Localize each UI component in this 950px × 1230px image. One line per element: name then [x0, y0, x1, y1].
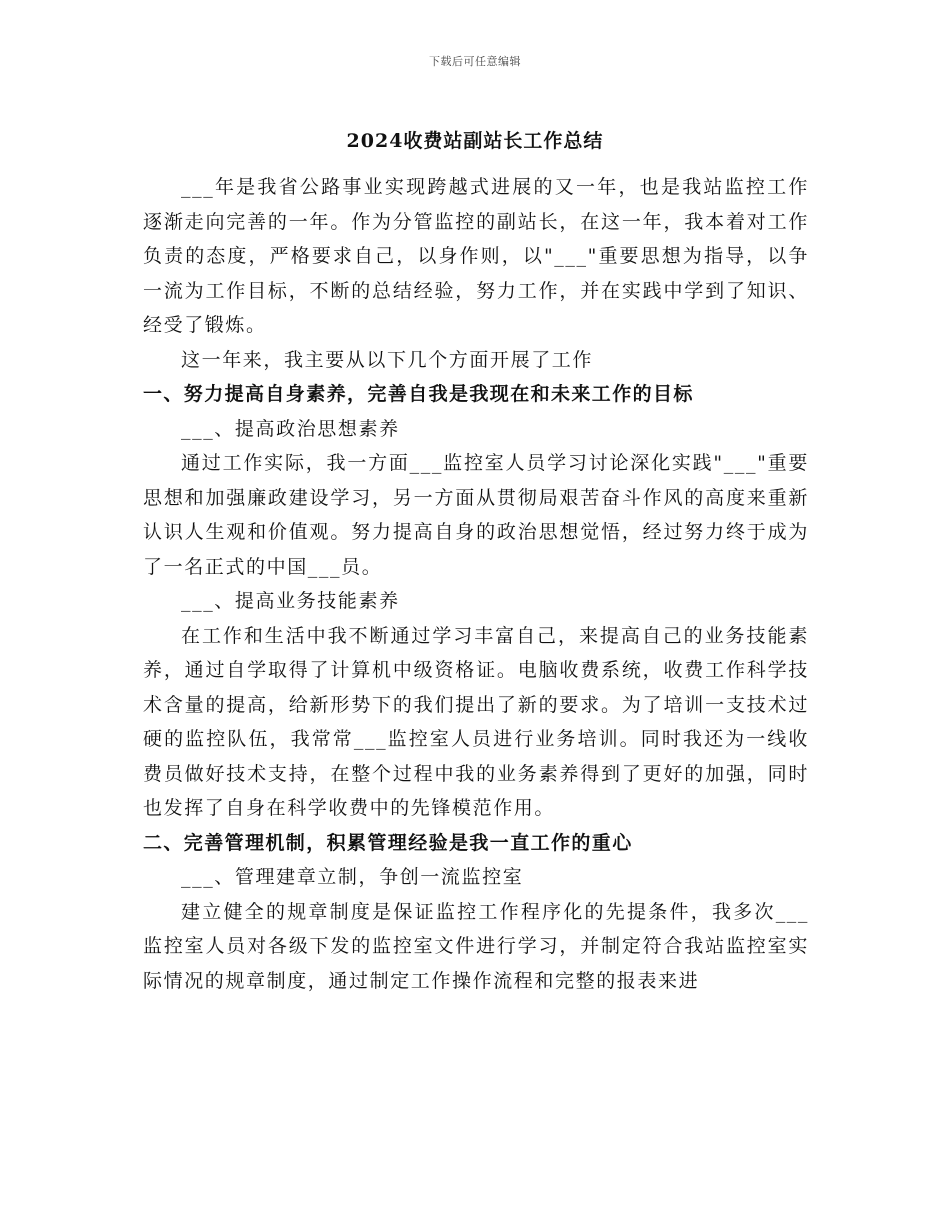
section-1-paragraph-1: 通过工作实际，我一方面___监控室人员学习讨论深化实践"___"重要思想和加强廉政建设学习，另一方面从贯彻局艰苦奋斗作风的高度来重新认识人生观和价值观。努力提高自身的政治思想觉悟，经过努力终于成为了一名正式的中国___员。 [143, 452, 809, 578]
intro-paragraph: ___年是我省公路事业实现跨越式进展的又一年，也是我站监控工作逐渐走向完善的一年。作为分管监控的副站长，在这一年，我本着对工作负责的态度，严格要求自己，以身作则，以"___"重要思想为指导，以争一流为工作目标，不断的总结经验，努力工作，并在实践中学到了知识、经受了锻炼。 [143, 176, 809, 336]
section-1-heading: 一、努力提高自身素养，完善自我是我现在和未来工作的目标 [143, 383, 694, 405]
section-1-subheading-2: ___、提高业务技能素养 [181, 590, 400, 612]
section-1-subheading-1: ___、提高政治思想素养 [181, 417, 400, 440]
section-1-paragraph-2: 在工作和生活中我不断通过学习丰富自己，来提高自己的业务技能素养，通过自学取得了计算机中级资格证。电脑收费系统，收费工作科学技术含量的提高，给新形势下的我们提出了新的要求。为了培训一支技术过硬的监控队伍，我常常___监控室人员进行业务培训。同时我还为一线收费员做好技术支持，在整个过程中我的业务素养得到了更好的加强，同时也发挥了自身在科学收费中的先锋模范作用。 [143, 624, 809, 819]
section-2-paragraph-1: 建立健全的规章制度是保证监控工作程序化的先提条件，我多次___监控室人员对各级下发的监控室文件进行学习，并制定符合我站监控室实际情况的规章制度，通过制定工作操作流程和完整的报表来进 [143, 900, 809, 992]
overview-line: 这一年来，我主要从以下几个方面开展了工作 [181, 348, 594, 371]
document-title: 2024收费站副站长工作总结 [346, 130, 604, 152]
header-note: 下载后可任意编辑 [429, 55, 521, 68]
section-2-heading: 二、完善管理机制，积累管理经验是我一直工作的重心 [143, 831, 633, 854]
document-body [143, 170, 809, 998]
section-2-subheading-1: ___、管理建章立制，争创一流监控室 [181, 866, 524, 888]
